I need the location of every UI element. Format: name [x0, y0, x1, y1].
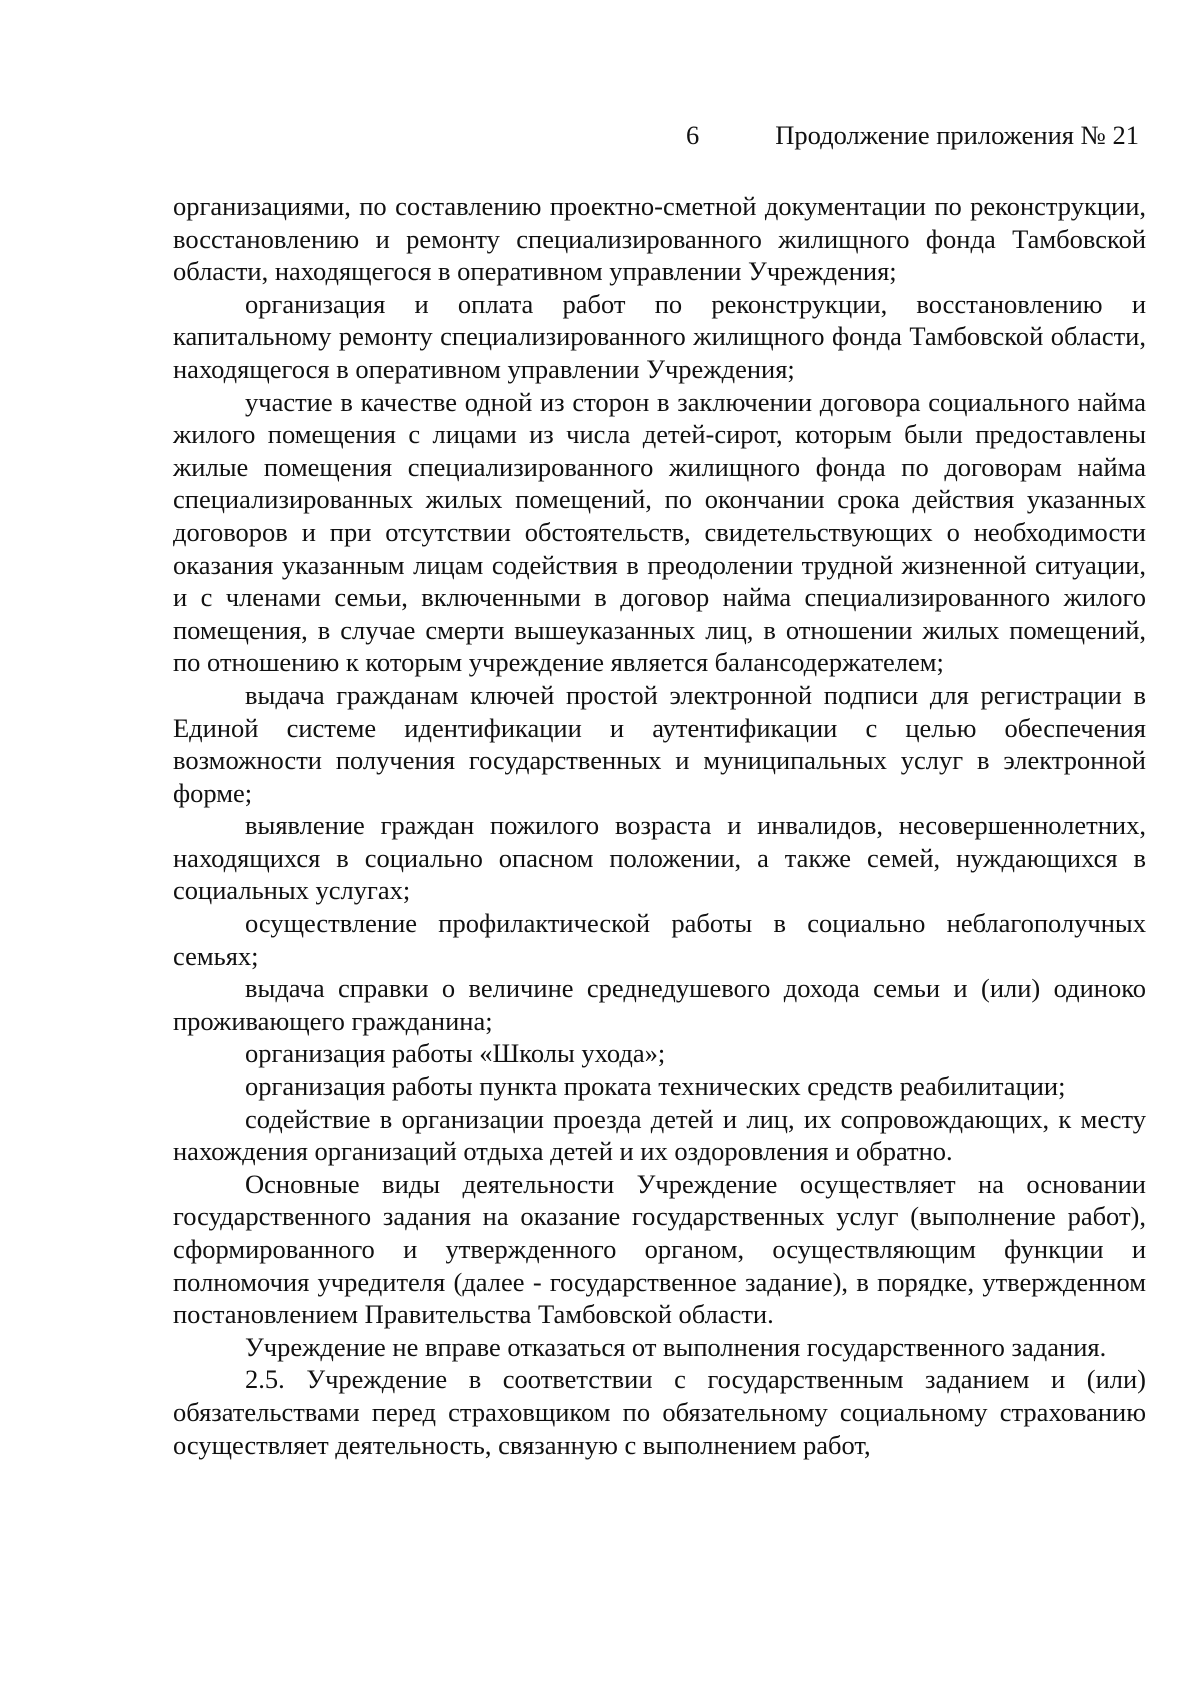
- paragraph: Основные виды деятельности Учреждение осуществляет на основании государственного задания на оказание государственных услуг (выполнение работ), сформированного и утвержденного органом, осуществляющим функции и полномочия учредителя (далее - государственное задание), в порядке, утвержденном постановлением Правительства Тамбовской области.: [173, 1168, 1146, 1330]
- document-body: [173, 190, 1146, 1461]
- appendix-continuation-title: Продолжение приложения № 21: [775, 120, 1139, 150]
- paragraph: организациями, по составлению проектно-сметной документации по реконструкции, восстановлению и ремонту специализированного жилищного фонда Тамбовской области, находящегося в оперативном управлении Учреждения;: [173, 191, 1146, 287]
- page-header: [0, 118, 1139, 152]
- paragraph: участие в качестве одной из сторон в заключении договора социального найма жилого помещения с лицами из числа детей-сирот, которым были предоставлены жилые помещения специализированного жилищного фонда по договорам найма специализированных жилых помещений, по окончании срока действия указанных договоров и при отсутствии обстоятельств, свидетельствующих о необходимости оказания указанным лицам содействия в преодолении трудной жизненной ситуации, и с членами семьи, включенными в договор найма специализированного жилого помещения, в случае смерти вышеуказанных лиц, в отношении жилых помещений, по отношению к которым учреждение является балансодержателем;: [173, 386, 1146, 678]
- paragraph: Учреждение не вправе отказаться от выполнения государственного задания.: [245, 1331, 1107, 1362]
- paragraph: содействие в организации проезда детей и лиц, их сопровождающих, к месту нахождения организаций отдыха детей и их оздоровления и обратно.: [173, 1103, 1146, 1167]
- paragraph: выдача справки о величине среднедушевого дохода семьи и (или) одиноко проживающего гражданина;: [173, 973, 1146, 1036]
- paragraph: организация и оплата работ по реконструкции, восстановлению и капитальному ремонту специализированного жилищного фонда Тамбовской области, находящегося в оперативном управлении Учреждения;: [173, 288, 1146, 384]
- paragraph: выдача гражданам ключей простой электронной подписи для регистрации в Единой системе идентификации и аутентификации с целью обеспечения возможности получения государственных и муниципальных услуг в электронной форме;: [173, 679, 1146, 808]
- page-number: 6: [686, 120, 700, 150]
- paragraph: организация работы «Школы ухода»;: [245, 1038, 666, 1069]
- paragraph: организация работы пункта проката технических средств реабилитации;: [245, 1071, 1066, 1102]
- paragraph: 2.5. Учреждение в соответствии с государственным заданием и (или) обязательствами перед страховщиком по обязательному социальному страхованию осуществляет деятельность, связанную с выполнением работ,: [173, 1364, 1146, 1460]
- paragraph: осуществление профилактической работы в социально неблагополучных семьях;: [173, 908, 1146, 971]
- paragraph: выявление граждан пожилого возраста и инвалидов, несовершеннолетних, находящихся в социально опасном положении, а также семей, нуждающихся в социальных услугах;: [173, 810, 1146, 906]
